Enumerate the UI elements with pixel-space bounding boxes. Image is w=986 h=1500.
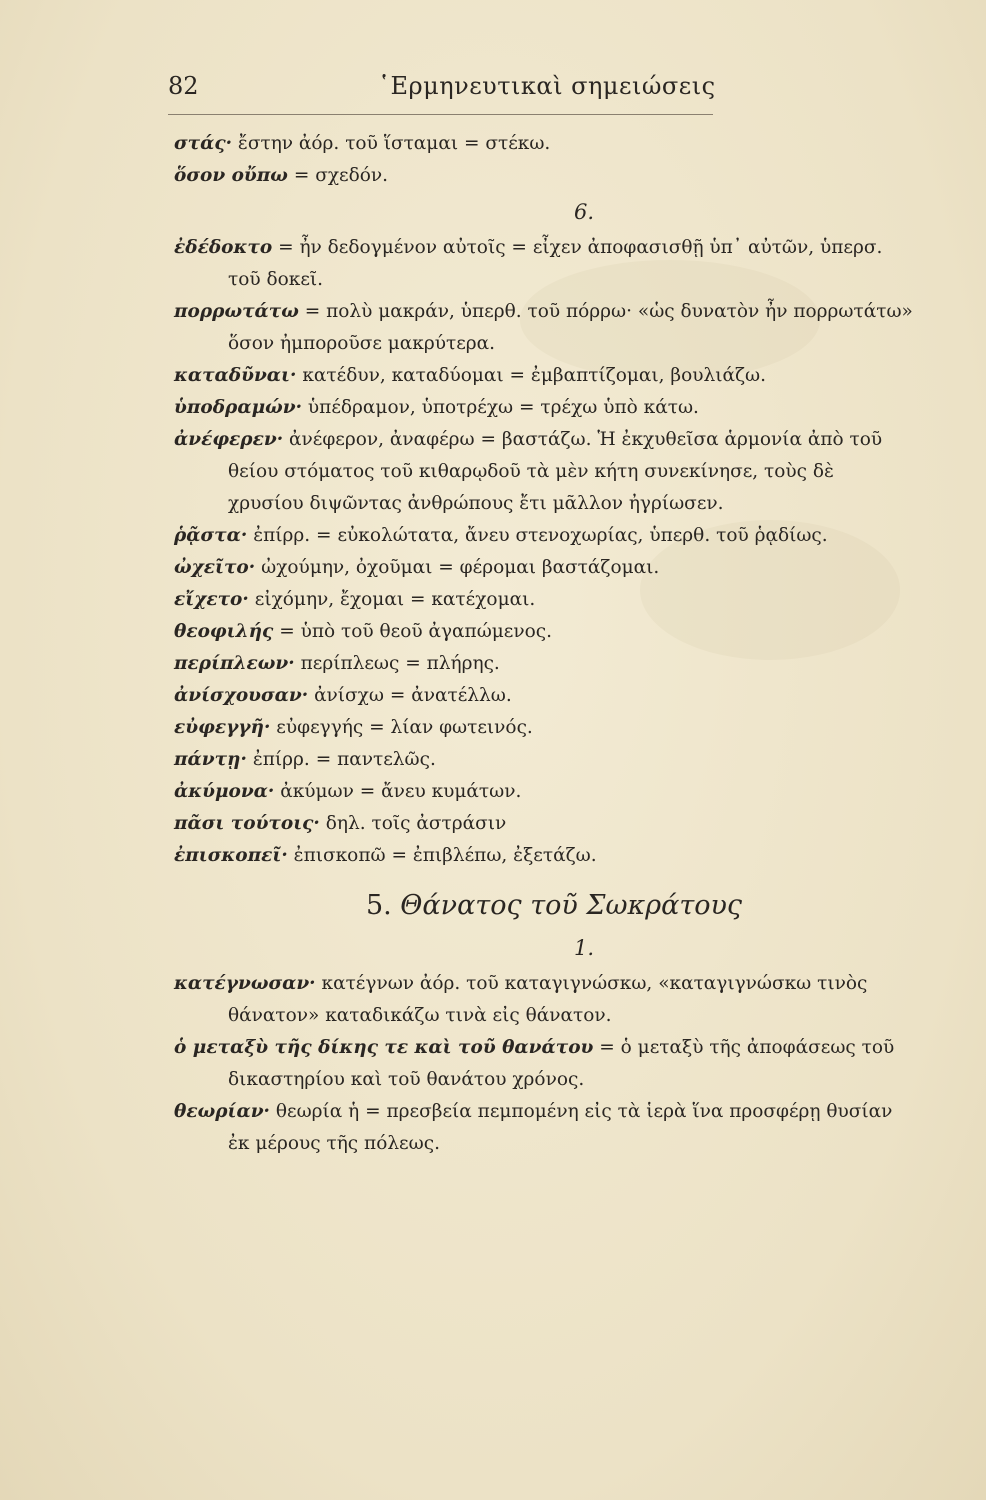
gloss-entry <box>174 520 914 552</box>
gloss-entry <box>174 744 914 776</box>
gloss-definition: ἔστην ἀόρ. τοῦ ἵσταμαι = στέκω. <box>237 133 551 154</box>
gloss-lemma: ὅσον οὔπω <box>174 165 288 186</box>
gloss-definition: ἐπίρρ. = εὐκολώτατα, ἄνευ στενοχωρίας, ὑπερθ. τοῦ ῥᾳδίως. <box>253 525 828 546</box>
gloss-definition: εἰχόμην, ἔχομαι = κατέχομαι. <box>254 589 536 610</box>
gloss-lemma: εὐφεγγῆ· <box>174 717 271 738</box>
gloss-entry <box>174 712 914 744</box>
gloss-definition: περίπλεως = πλήρης. <box>300 653 500 674</box>
running-title: ῾Ερμηνευτικαὶ σημειώσεις <box>378 72 716 100</box>
page-body <box>174 128 914 1160</box>
gloss-lemma: ῥᾷστα· <box>174 525 248 546</box>
gloss-entry <box>174 584 914 616</box>
gloss-entry <box>174 160 914 192</box>
gloss-lemma: θεοφιλής <box>174 621 274 642</box>
gloss-entry <box>174 552 914 584</box>
section-number: 5. <box>365 890 392 921</box>
gloss-lemma: πᾶσι τούτοις· <box>174 813 320 834</box>
gloss-entry <box>174 616 914 648</box>
gloss-entry <box>174 232 914 296</box>
gloss-lemma: ἐπισκοπεῖ· <box>174 845 288 866</box>
subsection-number: 6. <box>573 200 595 224</box>
gloss-entry <box>174 840 914 872</box>
gloss-lemma: περίπλεων· <box>174 653 295 674</box>
gloss-entry <box>174 392 914 424</box>
gloss-definition: ἀνέφερον, ἀναφέρω = βαστάζω. Ἡ ἐκχυθεῖσα ἁρμονία ἀπὸ τοῦ θείου στόματος τοῦ κιθαρῳδοῦ τὰ μὲν κήτη συνεκίνησε, τοὺς δὲ χρυσίου διψῶντας ἀνθρώπους ἔτι μᾶλλον ἠγρίωσεν. <box>228 429 883 514</box>
gloss-lemma: ὑποδραμών· <box>174 397 303 418</box>
gloss-lemma: ἀνέφερεν· <box>174 429 284 450</box>
gloss-lemma: ὁ μεταξὺ τῆς δίκης τε καὶ τοῦ θανάτου <box>174 1037 594 1058</box>
gloss-definition: εὐφεγγής = λίαν φωτεινός. <box>276 717 533 738</box>
gloss-definition: ἀνίσχω = ἀνατέλλω. <box>314 685 512 706</box>
page-number: 82 <box>168 72 199 100</box>
gloss-definition: = σχεδόν. <box>293 165 389 186</box>
section-heading <box>174 886 914 926</box>
gloss-definition: = πολὺ μακράν, ὑπερθ. τοῦ πόρρω· «ὡς δυνατὸν ἦν πορρωτάτω» ὅσον ἠμποροῦσε μακρύτερα. <box>228 301 913 354</box>
page-header <box>168 72 878 112</box>
gloss-definition: = ὑπὸ τοῦ θεοῦ ἀγαπώμενος. <box>279 621 553 642</box>
gloss-entry <box>174 1032 914 1096</box>
gloss-lemma: καταδῦναι· <box>174 365 297 386</box>
gloss-definition: ὠχούμην, ὀχοῦμαι = φέρομαι βαστάζομαι. <box>261 557 660 578</box>
gloss-definition: = ὁ μεταξὺ τῆς ἀποφάσεως τοῦ δικαστηρίου καὶ τοῦ θανάτου χρόνος. <box>228 1037 895 1090</box>
gloss-lemma: πάντῃ· <box>174 749 247 770</box>
gloss-definition: ἐπίρρ. = παντελῶς. <box>252 749 436 770</box>
gloss-lemma: ἀνίσχουσαν· <box>174 685 309 706</box>
gloss-lemma: στάς· <box>174 133 233 154</box>
gloss-lemma: ἀκύμονα· <box>174 781 275 802</box>
gloss-entry <box>174 128 914 160</box>
gloss-lemma: εἴχετο· <box>174 589 249 610</box>
header-rule <box>168 114 713 115</box>
gloss-definition: κατέγνων ἀόρ. τοῦ καταγιγνώσκω, «καταγιγνώσκω τινὸς θάνατον» καταδικάζω τινὰ εἰς θάνατον. <box>228 973 868 1026</box>
gloss-definition: ἐπισκοπῶ = ἐπιβλέπω, ἐξετάζω. <box>293 845 597 866</box>
gloss-entry <box>174 680 914 712</box>
gloss-entry <box>174 776 914 808</box>
gloss-definition: κατέδυν, καταδύομαι = ἐμβαπτίζομαι, βουλιάζω. <box>302 365 766 386</box>
gloss-definition: δηλ. τοῖς ἀστράσιν <box>325 813 507 834</box>
gloss-entry <box>174 296 914 360</box>
gloss-lemma: ἐδέδοκτο <box>174 237 273 258</box>
gloss-lemma: θεωρίαν· <box>174 1101 270 1122</box>
gloss-definition: ὑπέδραμον, ὑποτρέχω = τρέχω ὑπὸ κάτω. <box>307 397 699 418</box>
gloss-entry <box>174 808 914 840</box>
gloss-lemma: κατέγνωσαν· <box>174 973 316 994</box>
gloss-definition: θεωρία ἡ = πρεσβεία πεμπομένη εἰς τὰ ἱερὰ ἵνα προσφέρῃ θυσίαν ἐκ μέρους τῆς πόλεως. <box>228 1101 893 1154</box>
gloss-entry <box>174 424 914 520</box>
gloss-lemma: ὠχεῖτο· <box>174 557 256 578</box>
gloss-entry <box>174 360 914 392</box>
subsection-number: 1. <box>573 936 595 960</box>
gloss-entry <box>174 648 914 680</box>
gloss-entry <box>174 1096 914 1160</box>
section-title: Θάνατος τοῦ Σωκράτους <box>400 890 743 921</box>
gloss-definition: ἀκύμων = ἄνευ κυμάτων. <box>280 781 522 802</box>
gloss-definition: = ἦν δεδογμένον αὐτοῖς = εἶχεν ἀποφασισθῇ ὑπ᾽ αὐτῶν, ὑπερσ. τοῦ δοκεῖ. <box>228 237 883 290</box>
gloss-lemma: πορρωτάτω <box>174 301 299 322</box>
gloss-entry <box>174 968 914 1032</box>
